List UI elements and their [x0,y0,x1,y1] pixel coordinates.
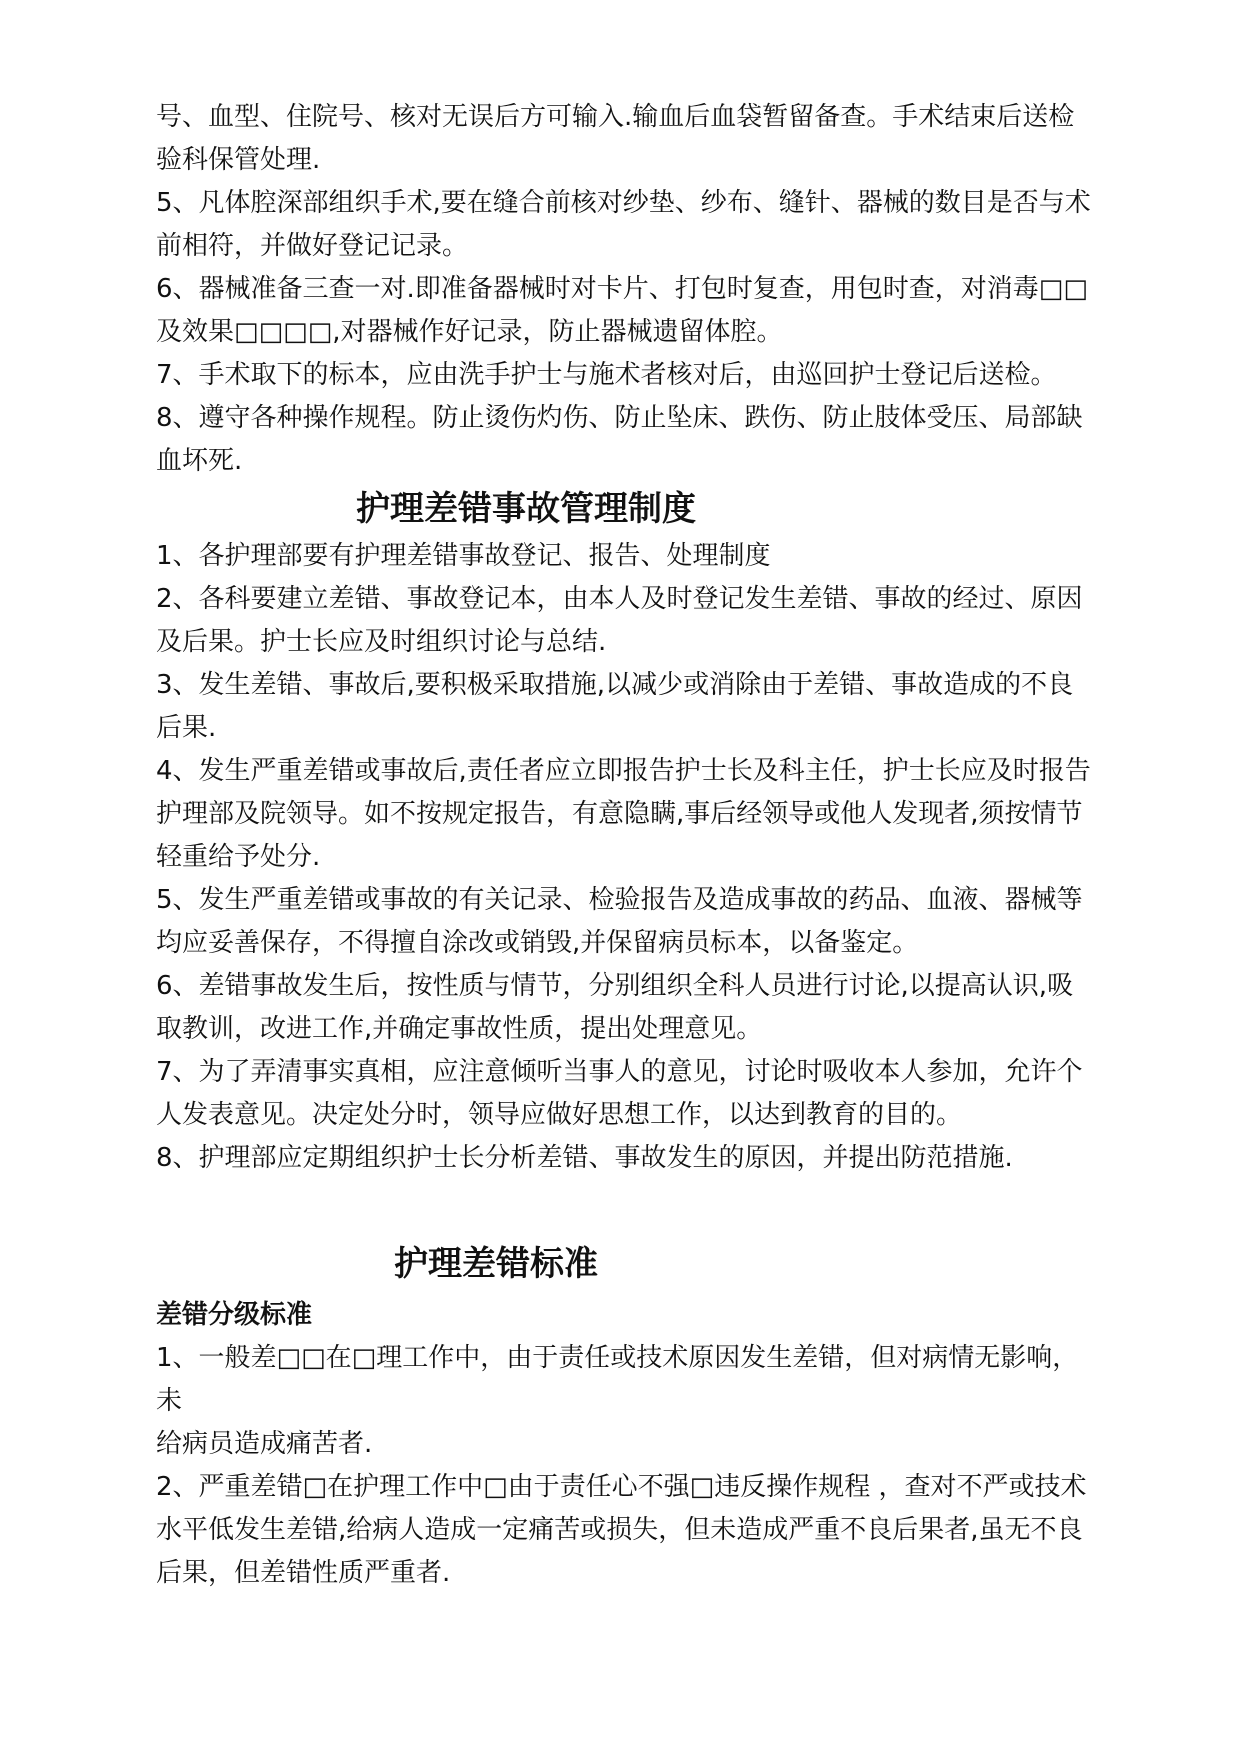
paragraph: 7、为了弄清事实真相，应注意倾听当事人的意见，讨论时吸收本人参加，允许个人发表意见。决定处分时，领导应做好思想工作，以达到教育的目的。 [156,1057,1083,1130]
intro-section [156,96,1096,483]
paragraph: 6、差错事故发生后，按性质与情节，分别组织全科人员进行讨论,以提高认识,吸取教训，改进工作,并确定事故性质，提出处理意见。 [156,971,1074,1044]
paragraph: 5、凡体腔深部组织手术,要在缝合前核对纱垫、纱布、缝针、器械的数目是否与术前相符，并做好登记记录。 [156,188,1091,261]
paragraph: 8、护理部应定期组织护士长分析差错、事故发生的原因，并提出防范措施. [156,1143,1013,1173]
paragraph: 1、一般差□□在□理工作中，由于责任或技术原因发生差错，但对病情无影响，未 [156,1343,1079,1416]
paragraph: 5、发生严重差错或事故的有关记录、检验报告及造成事故的药品、血液、器械等均应妥善保存，不得擅自涂改或销毁,并保留病员标本，以备鉴定。 [156,885,1083,958]
paragraph: 6、器械准备三查一对.即准备器械时对卡片、打包时复查，用包时查，对消毒□□及效果□□□□,对器械作好记录，防止器械遗留体腔。 [156,274,1088,347]
paragraph: 4、发生严重差错或事故后,责任者应立即报告护士长及科主任，护士长应及时报告护理部及院领导。如不按规定报告，有意隐瞒,事后经领导或他人发现者,须按情节轻重给予处分. [156,756,1091,872]
paragraph: 3、发生差错、事故后,要积极采取措施,以减少或消除由于差错、事故造成的不良后果. [156,670,1074,743]
paragraph: 号、血型、住院号、核对无误后方可输入.输血后血袋暂留备查。手术结束后送检验科保管处理. [156,102,1075,175]
subsection-title: 差错分级标准 [156,1300,313,1330]
paragraph: 2、严重差错□在护理工作中□由于责任心不强□违反操作规程 ，查对不严或技术水平低发生差错,给病人造成一定痛苦或损失，但未造成严重不良后果者,虽无不良后果，但差错性质严重者. [156,1472,1087,1588]
document-page [156,96,1096,1595]
error-standards-section [156,1337,1096,1595]
paragraph: 7、手术取下的标本，应由洗手护士与施术者核对后，由巡回护士登记后送检。 [156,360,1057,390]
paragraph: 2、各科要建立差错、事故登记本，由本人及时登记发生差错、事故的经过、原因及后果。护士长应及时组织讨论与总结. [156,584,1083,657]
error-management-section [156,535,1096,1180]
paragraph: 8、遵守各种操作规程。防止烫伤灼伤、防止坠床、跌伤、防止肢体受压、局部缺血坏死. [156,403,1083,476]
section-title-error-standards: 护理差错标准 [394,1244,598,1284]
paragraph: 1、各护理部要有护理差错事故登记、报告、处理制度 [156,541,771,571]
paragraph: 给病员造成痛苦者. [156,1429,373,1459]
section-title-error-management: 护理差错事故管理制度 [356,489,696,529]
